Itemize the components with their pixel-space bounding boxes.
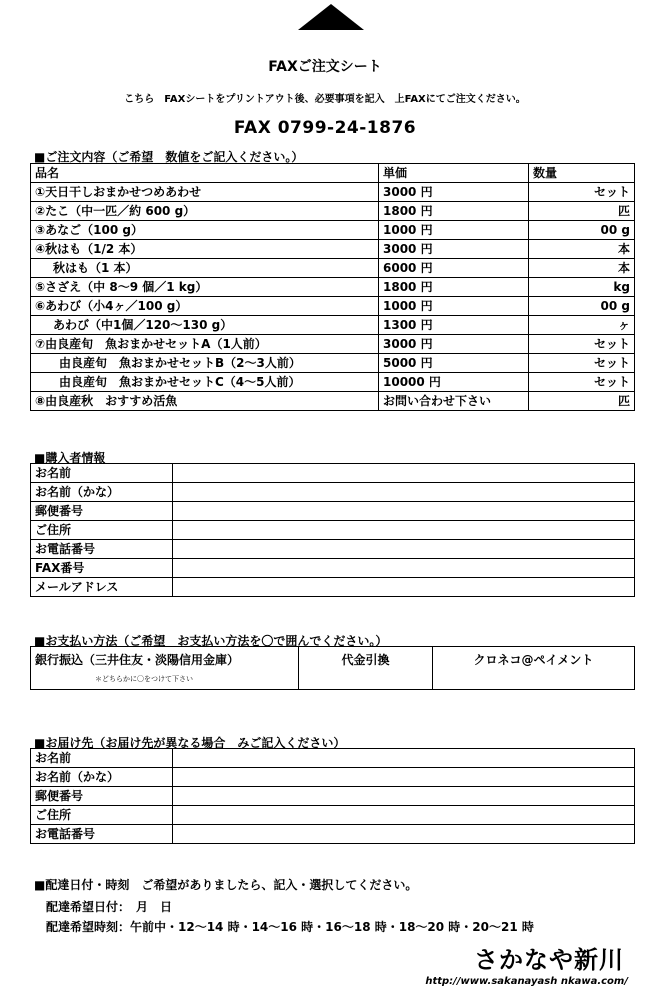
quantity-field[interactable] (529, 316, 635, 335)
quantity-field[interactable] (529, 392, 635, 411)
field-label: お電話番号 (31, 540, 173, 559)
delivery-name-kana-field[interactable] (173, 768, 635, 787)
payment-option-bank[interactable] (31, 647, 299, 690)
form-row (31, 464, 635, 483)
field-label: FAX番号 (31, 559, 173, 578)
item-price: 3000 円 (379, 240, 529, 259)
item-name: ②たこ（中一匹／約 600 g） (31, 202, 379, 221)
delivery-table (30, 748, 635, 844)
field-label: ご住所 (31, 806, 173, 825)
order-row (31, 297, 635, 316)
quantity-field[interactable] (529, 354, 635, 373)
form-row (31, 483, 635, 502)
form-row (31, 825, 635, 844)
field-label: 郵便番号 (31, 502, 173, 521)
column-header-name: 品名 (31, 164, 379, 183)
order-row (31, 240, 635, 259)
field-label: お名前（かな） (31, 768, 173, 787)
quantity-unit: セット (593, 337, 630, 351)
field-label: お名前 (31, 464, 173, 483)
order-row (31, 278, 635, 297)
quantity-unit: 00 g (600, 223, 630, 237)
quantity-unit: 本 (617, 242, 630, 256)
delivery-date-label[interactable]: 配達希望日付： 月 日 (46, 900, 173, 914)
quantity-unit: 匹 (617, 204, 630, 218)
column-header-qty: 数量 (529, 164, 635, 183)
schedule-section-title: ■配達日付・時刻 ご希望がありましたら、記入・選択してください。 (34, 878, 418, 892)
quantity-unit: 本 (617, 261, 630, 275)
payment-option-label: クロネコ@ペイメント (473, 653, 594, 667)
buyer-fax-field[interactable] (173, 559, 635, 578)
form-row (31, 806, 635, 825)
form-row (31, 578, 635, 597)
order-header-row (31, 164, 635, 183)
brand-logo: さかなや新川 (474, 946, 624, 974)
order-section-title: ■ご注文内容（ご希望 数値をご記入ください。） (34, 150, 304, 164)
quantity-field[interactable] (529, 259, 635, 278)
quantity-field[interactable] (529, 278, 635, 297)
order-row (31, 202, 635, 221)
item-price: 1800 円 (379, 202, 529, 221)
delivery-address-field[interactable] (173, 806, 635, 825)
form-row (31, 502, 635, 521)
order-row (31, 392, 635, 411)
field-label: 郵便番号 (31, 787, 173, 806)
buyer-email-field[interactable] (173, 578, 635, 597)
form-row (31, 749, 635, 768)
item-name: 由良産旬 魚おまかせセットB（2～3人前） (31, 354, 379, 373)
quantity-unit: ヶ (617, 318, 630, 332)
item-name: ③あなご（100 g） (31, 221, 379, 240)
quantity-unit: 匹 (617, 394, 630, 408)
field-label: メールアドレス (31, 578, 173, 597)
item-price: 6000 円 (379, 259, 529, 278)
buyer-name-field[interactable] (173, 464, 635, 483)
order-table (30, 163, 635, 411)
item-price: 1800 円 (379, 278, 529, 297)
item-price: 1300 円 (379, 316, 529, 335)
quantity-unit: セット (593, 375, 630, 389)
item-name: 由良産旬 魚おまかせセットC（4～5人前） (31, 373, 379, 392)
item-name: ⑦由良産旬 魚おまかせセットA（1人前） (31, 335, 379, 354)
order-row (31, 335, 635, 354)
quantity-field[interactable] (529, 373, 635, 392)
column-header-price: 単価 (379, 164, 529, 183)
form-row (31, 521, 635, 540)
quantity-field[interactable] (529, 183, 635, 202)
item-name: ⑥あわび（小4ヶ／100 g） (31, 297, 379, 316)
payment-table (30, 646, 635, 690)
buyer-name-kana-field[interactable] (173, 483, 635, 502)
item-price: 10000 円 (379, 373, 529, 392)
form-row (31, 559, 635, 578)
payment-option-kuroneko[interactable] (433, 647, 635, 690)
payment-note: ＊どちらかに〇をつけて下さい (95, 675, 193, 683)
item-price: 5000 円 (379, 354, 529, 373)
quantity-field[interactable] (529, 297, 635, 316)
order-row (31, 259, 635, 278)
buyer-section-title: ■購入者情報 (34, 451, 106, 465)
field-label: お名前 (31, 749, 173, 768)
buyer-table (30, 463, 635, 597)
delivery-postal-field[interactable] (173, 787, 635, 806)
form-row (31, 540, 635, 559)
item-price: 3000 円 (379, 335, 529, 354)
item-price: 1000 円 (379, 297, 529, 316)
order-row (31, 316, 635, 335)
delivery-time-label[interactable]: 配達希望時刻：午前中・12～14 時・14～16 時・16～18 時・18～20 時・20～21 時 (46, 920, 534, 934)
instructions-text: こちら FAXシートをプリントアウト後、必要事項を記入 上FAXにてご注文ください。 (124, 94, 526, 105)
payment-section-title: ■お支払い方法（ご希望 お支払い方法を〇で囲んでください。） (34, 634, 388, 648)
delivery-section-title: ■お届け先（お届け先が異なる場合 みご記入ください） (34, 736, 346, 750)
form-row (31, 787, 635, 806)
page-title: FAXご注文シート (268, 59, 382, 75)
quantity-unit: kg (613, 280, 630, 294)
order-row (31, 373, 635, 392)
quantity-field[interactable] (529, 221, 635, 240)
item-price: 1000 円 (379, 221, 529, 240)
delivery-name-field[interactable] (173, 749, 635, 768)
quantity-unit: 00 g (600, 299, 630, 313)
order-row (31, 354, 635, 373)
item-name: ⑤さざえ（中 8～9 個／1 kg） (31, 278, 379, 297)
field-label: ご住所 (31, 521, 173, 540)
buyer-phone-field[interactable] (173, 540, 635, 559)
quantity-field[interactable] (529, 240, 635, 259)
item-name: ①天日干しおまかせつめあわせ (31, 183, 379, 202)
quantity-unit: セット (593, 185, 630, 199)
item-name: ⑧由良産秋 おすすめ活魚 (31, 392, 379, 411)
payment-option-cod[interactable] (299, 647, 433, 690)
field-label: お電話番号 (31, 825, 173, 844)
order-row (31, 183, 635, 202)
order-row (31, 221, 635, 240)
item-name: 秋はも（1 本） (31, 259, 379, 278)
item-price: 3000 円 (379, 183, 529, 202)
payment-option-label: 銀行振込（三井住友・淡陽信用金庫） (35, 653, 240, 667)
buyer-postal-field[interactable] (173, 502, 635, 521)
delivery-phone-field[interactable] (173, 825, 635, 844)
item-name: ④秋はも（1/2 本） (31, 240, 379, 259)
payment-option-label: 代金引換 (341, 653, 390, 667)
fax-number: FAX 0799-24-1876 (233, 118, 417, 138)
quantity-field[interactable] (529, 202, 635, 221)
buyer-address-field[interactable] (173, 521, 635, 540)
up-arrow-icon[interactable] (298, 4, 364, 30)
form-row (31, 768, 635, 787)
item-name: あわび（中1個／120～130 g） (31, 316, 379, 335)
quantity-unit: セット (593, 356, 630, 370)
field-label: お名前（かな） (31, 483, 173, 502)
item-price: お問い合わせ下さい (379, 392, 529, 411)
website-link[interactable]: http://www.sakanayash nkawa.com/ (425, 976, 628, 987)
quantity-field[interactable] (529, 335, 635, 354)
